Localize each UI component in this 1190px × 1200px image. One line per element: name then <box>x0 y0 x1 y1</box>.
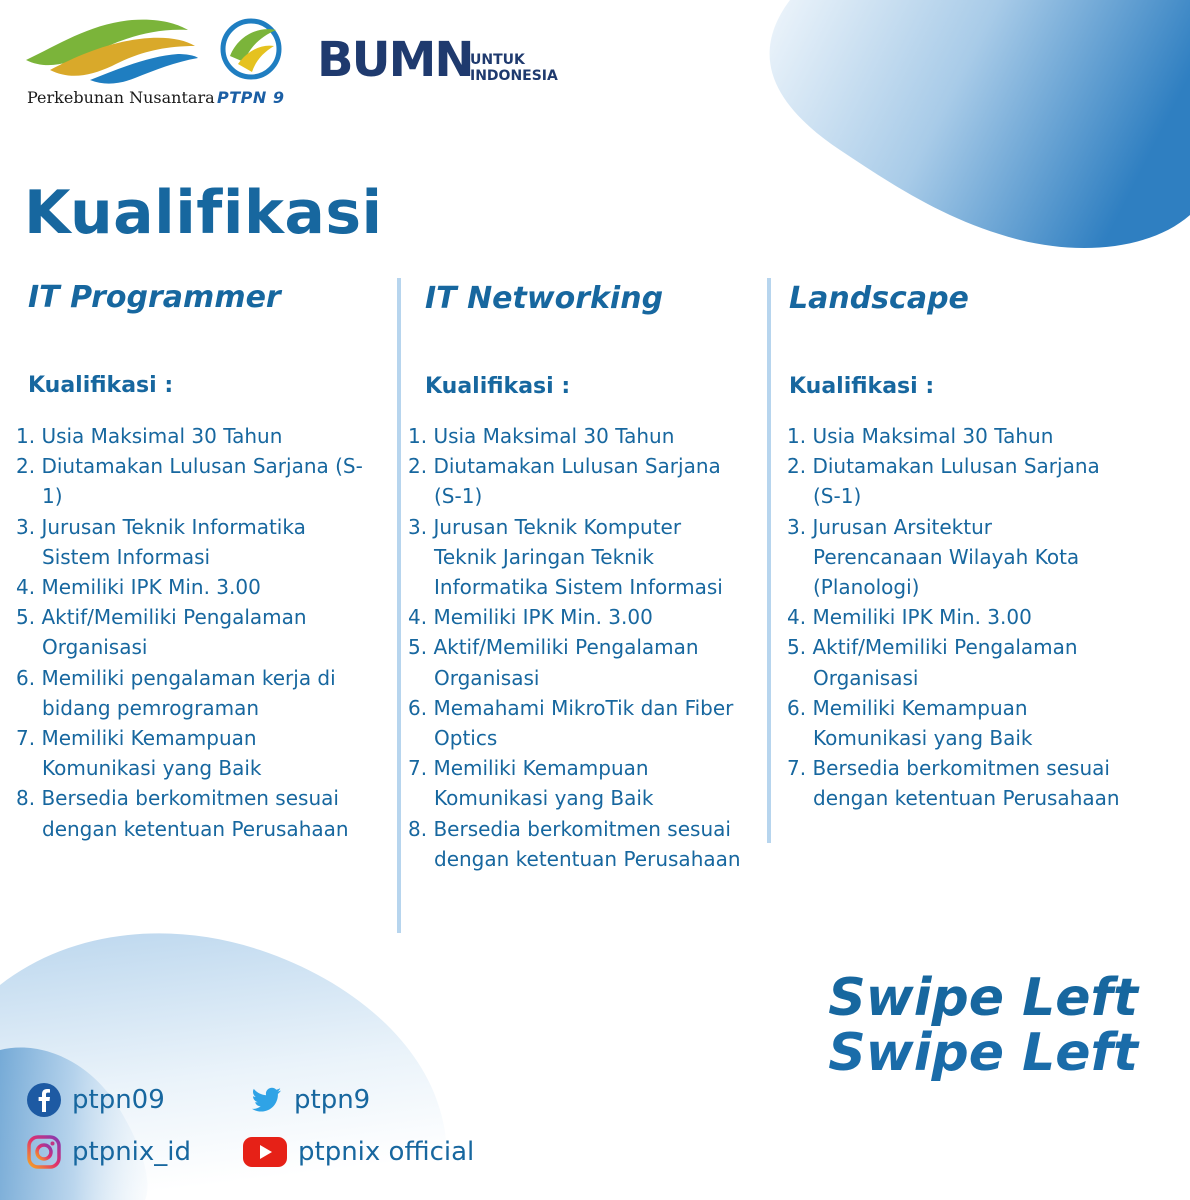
column-title-it-networking: IT Networking <box>425 281 664 316</box>
list-item: 3. Jurusan Teknik Komputer Teknik Jaringan Teknik Informatika Sistem Informasi <box>408 514 723 600</box>
qualification-list-landscape <box>787 421 1127 814</box>
twitter-handle: ptpn9 <box>294 1085 371 1115</box>
list-item: 8. Bersedia berkomitmen sesuai dengan ketentuan Perusahaan <box>408 816 741 871</box>
column-subtitle: Kualifikasi : <box>789 374 935 399</box>
list-item: 8. Bersedia berkomitmen sesuai dengan ketentuan Perusahaan <box>16 786 349 841</box>
perkebunan-nusantara-text: Perkebunan Nusantara <box>27 88 215 107</box>
indonesia-text: INDONESIA <box>470 68 558 84</box>
list-item: 1. Usia Maksimal 30 Tahun <box>408 424 675 448</box>
list-item: 7. Memiliki Kemampuan Komunikasi yang Baik <box>16 726 262 781</box>
youtube-channel: ptpnix official <box>298 1137 475 1167</box>
list-item: 4. Memiliki IPK Min. 3.00 <box>787 605 1032 630</box>
untuk-indonesia-text <box>470 52 570 84</box>
column-divider-2 <box>767 278 771 843</box>
list-item: 7. Memiliki Kemampuan Komunikasi yang Baik <box>408 756 654 811</box>
list-item: 6. Memiliki pengalaman kerja di bidang pemrograman <box>16 665 336 720</box>
list-item: 5. Aktif/Memiliki Pengalaman Organisasi <box>16 605 307 660</box>
untuk-text: UNTUK <box>470 52 525 68</box>
list-item: 2. Diutamakan Lulusan Sarjana (S-1) <box>16 454 363 509</box>
list-item: 1. Usia Maksimal 30 Tahun <box>787 424 1054 448</box>
swipe-left-text: Swipe Left <box>828 1023 1138 1083</box>
column-subtitle: Kualifikasi : <box>425 374 571 399</box>
list-item: 1. Usia Maksimal 30 Tahun <box>16 424 283 448</box>
list-item: 6. Memiliki Kemampuan Komunikasi yang Baik <box>787 695 1033 751</box>
list-item: 6. Memahami MikroTik dan Fiber Optics <box>408 695 734 751</box>
ptpn9-text: PTPN 9 <box>217 88 285 107</box>
swipe-left-text: Swipe Left <box>828 968 1138 1028</box>
social-twitter[interactable] <box>248 1082 370 1118</box>
top-right-blob <box>770 0 1190 248</box>
perkebunan-nusantara-logo <box>20 14 200 88</box>
list-item: 5. Aktif/Memiliki Pengalaman Organisasi <box>408 635 699 690</box>
youtube-icon <box>242 1134 288 1170</box>
column-title-it-programmer: IT Programmer <box>28 280 281 315</box>
list-item: 3. Jurusan Arsitektur Perencanaan Wilayah Kota (Planologi) <box>787 514 1080 600</box>
column-divider-1 <box>397 278 401 933</box>
ptpn9-logo <box>218 16 284 82</box>
qualification-list-it-programmer <box>16 421 376 844</box>
social-instagram[interactable] <box>26 1134 191 1170</box>
social-youtube[interactable] <box>242 1134 474 1170</box>
facebook-handle: ptpn09 <box>72 1085 165 1115</box>
column-subtitle: Kualifikasi : <box>28 373 174 398</box>
twitter-icon <box>248 1082 284 1118</box>
facebook-icon <box>26 1082 62 1118</box>
instagram-icon <box>26 1134 62 1170</box>
bumn-logo: BUMN <box>317 32 473 88</box>
list-item: 3. Jurusan Teknik Informatika Sistem Informasi <box>16 514 306 569</box>
list-item: 7. Bersedia berkomitmen sesuai dengan ketentuan Perusahaan <box>787 756 1120 811</box>
list-item: 2. Diutamakan Lulusan Sarjana (S-1) <box>787 454 1100 509</box>
list-item: 4. Memiliki IPK Min. 3.00 <box>16 575 261 600</box>
column-title-landscape: Landscape <box>789 281 969 316</box>
social-facebook[interactable] <box>26 1082 165 1118</box>
instagram-handle: ptpnix_id <box>72 1137 192 1167</box>
qualification-list-it-networking <box>408 421 753 874</box>
list-item: 5. Aktif/Memiliki Pengalaman Organisasi <box>787 635 1078 690</box>
page-title: Kualifikasi <box>24 178 383 248</box>
list-item: 2. Diutamakan Lulusan Sarjana (S-1) <box>408 454 721 509</box>
list-item: 4. Memiliki IPK Min. 3.00 <box>408 605 653 630</box>
